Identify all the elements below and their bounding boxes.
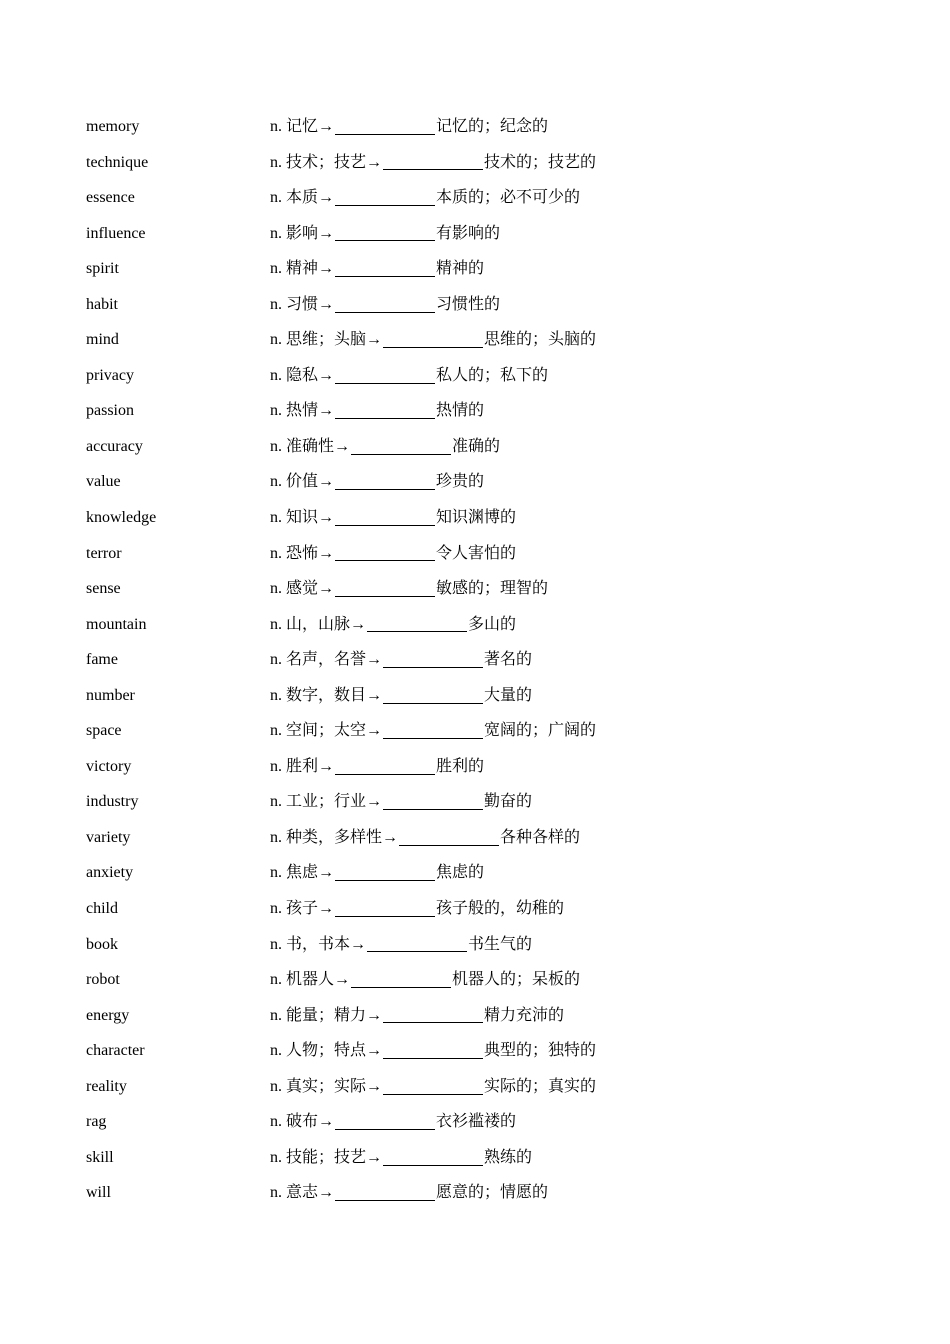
- vocab-row: [86, 109, 866, 145]
- target-meaning: 热情的: [436, 402, 485, 420]
- answer-blank[interactable]: [335, 417, 435, 419]
- target-meaning: 多山的: [468, 615, 517, 633]
- vocab-word: accuracy: [86, 437, 143, 455]
- arrow-icon: →: [318, 260, 335, 278]
- vocab-row: [86, 251, 866, 287]
- vocab-word: influence: [86, 224, 146, 242]
- target-meaning: 宽阔的；广阔的: [484, 722, 597, 740]
- target-meaning: 各种各样的: [500, 828, 581, 846]
- vocab-row: [86, 393, 866, 429]
- answer-blank[interactable]: [383, 702, 483, 704]
- answer-blank[interactable]: [383, 1164, 483, 1166]
- arrow-icon: →: [366, 793, 383, 811]
- answer-blank[interactable]: [335, 559, 435, 561]
- target-meaning: 准确的: [452, 437, 501, 455]
- vocab-row: [86, 713, 866, 749]
- answer-blank[interactable]: [351, 453, 451, 455]
- arrow-icon: →: [318, 366, 335, 384]
- answer-blank[interactable]: [383, 808, 483, 810]
- answer-blank[interactable]: [335, 382, 435, 384]
- vocab-word: robot: [86, 971, 120, 989]
- vocab-row: [86, 571, 866, 607]
- vocab-word: passion: [86, 402, 134, 420]
- definition: [270, 180, 580, 216]
- meaning: 准确性: [286, 437, 335, 455]
- part-of-speech: n.: [270, 473, 282, 491]
- vocab-word: industry: [86, 793, 139, 811]
- arrow-icon: →: [318, 473, 335, 491]
- vocab-word: reality: [86, 1077, 127, 1095]
- vocab-word: space: [86, 722, 122, 740]
- meaning: 胜利: [286, 757, 319, 775]
- vocab-word: memory: [86, 118, 140, 135]
- part-of-speech: n.: [270, 544, 282, 562]
- answer-blank[interactable]: [383, 346, 483, 348]
- part-of-speech: n.: [270, 828, 282, 846]
- answer-blank[interactable]: [335, 595, 435, 597]
- meaning: 真实；实际: [286, 1077, 367, 1095]
- part-of-speech: n.: [270, 580, 282, 598]
- answer-blank[interactable]: [335, 1128, 435, 1130]
- arrow-icon: →: [366, 722, 383, 740]
- part-of-speech: n.: [270, 1184, 282, 1202]
- arrow-icon: →: [366, 153, 383, 171]
- part-of-speech: n.: [270, 402, 282, 420]
- definition: [270, 1140, 532, 1176]
- definition: [270, 287, 500, 323]
- meaning: 工业；行业: [286, 793, 367, 811]
- part-of-speech: n.: [270, 971, 282, 989]
- vocab-word: victory: [86, 757, 132, 775]
- arrow-icon: →: [366, 331, 383, 349]
- target-meaning: 机器人的；呆板的: [452, 971, 581, 989]
- arrow-icon: →: [318, 189, 335, 207]
- target-meaning: 思维的；头脑的: [484, 331, 597, 349]
- vocab-row: [86, 287, 866, 323]
- arrow-icon: →: [318, 402, 335, 420]
- vocab-row: [86, 429, 866, 465]
- answer-blank[interactable]: [383, 1093, 483, 1095]
- vocab-word: book: [86, 935, 118, 953]
- meaning: 空间；太空: [286, 722, 367, 740]
- part-of-speech: n.: [270, 509, 282, 527]
- vocab-word: anxiety: [86, 864, 134, 882]
- meaning: 种类，多样性: [286, 828, 383, 846]
- target-meaning: 敏感的；理智的: [436, 580, 549, 598]
- definition: [270, 998, 564, 1034]
- target-meaning: 技术的；技艺的: [484, 153, 597, 171]
- vocab-word: character: [86, 1042, 145, 1060]
- answer-blank[interactable]: [367, 630, 467, 632]
- target-meaning: 书生气的: [468, 935, 533, 953]
- arrow-icon: →: [334, 971, 351, 989]
- vocab-row: [86, 145, 866, 181]
- meaning: 山，山脉: [286, 615, 351, 633]
- part-of-speech: n.: [270, 686, 282, 704]
- arrow-icon: →: [334, 437, 351, 455]
- definition: [270, 1175, 548, 1211]
- meaning: 精神: [286, 260, 319, 278]
- meaning: 孩子: [286, 900, 319, 918]
- arrow-icon: →: [318, 1113, 335, 1131]
- part-of-speech: n.: [270, 295, 282, 313]
- definition: [270, 927, 532, 963]
- definition: [270, 855, 484, 891]
- vocab-row: [86, 464, 866, 500]
- target-meaning: 胜利的: [436, 757, 485, 775]
- vocab-word: child: [86, 900, 118, 918]
- arrow-icon: →: [382, 828, 399, 846]
- meaning: 恐怖: [286, 544, 319, 562]
- arrow-icon: →: [366, 1006, 383, 1024]
- answer-blank[interactable]: [383, 168, 483, 170]
- vocab-row: [86, 500, 866, 536]
- arrow-icon: →: [366, 651, 383, 669]
- part-of-speech: n.: [270, 615, 282, 633]
- definition: [270, 216, 500, 252]
- target-meaning: 精力充沛的: [484, 1006, 565, 1024]
- definition: [270, 1069, 596, 1105]
- part-of-speech: n.: [270, 757, 282, 775]
- target-meaning: 大量的: [484, 686, 533, 704]
- answer-blank[interactable]: [335, 133, 435, 135]
- vocab-row: [86, 891, 866, 927]
- answer-blank[interactable]: [367, 950, 467, 952]
- answer-blank[interactable]: [383, 737, 483, 739]
- definition: [270, 429, 500, 465]
- vocab-row: [86, 216, 866, 252]
- answer-blank[interactable]: [335, 204, 435, 206]
- meaning: 书，书本: [286, 935, 351, 953]
- part-of-speech: n.: [270, 224, 282, 242]
- arrow-icon: →: [318, 544, 335, 562]
- definition: [270, 784, 532, 820]
- part-of-speech: n.: [270, 1042, 282, 1060]
- part-of-speech: n.: [270, 722, 282, 740]
- arrow-icon: →: [318, 900, 335, 918]
- vocab-row: [86, 998, 866, 1034]
- vocab-word: will: [86, 1184, 111, 1202]
- vocab-row: [86, 820, 866, 856]
- vocab-word: essence: [86, 189, 135, 207]
- target-meaning: 愿意的；情愿的: [436, 1184, 549, 1202]
- target-meaning: 著名的: [484, 651, 533, 669]
- meaning: 人物；特点: [286, 1042, 367, 1060]
- meaning: 机器人: [286, 971, 335, 989]
- target-meaning: 熟练的: [484, 1148, 533, 1166]
- arrow-icon: →: [318, 509, 335, 527]
- part-of-speech: n.: [270, 793, 282, 811]
- vocab-word: variety: [86, 828, 131, 846]
- vocab-row: [86, 855, 866, 891]
- definition: [270, 607, 516, 643]
- part-of-speech: n.: [270, 189, 282, 207]
- definition: [270, 1033, 596, 1069]
- arrow-icon: →: [366, 1077, 383, 1095]
- answer-blank[interactable]: [399, 844, 499, 846]
- vocab-word: privacy: [86, 366, 134, 384]
- part-of-speech: n.: [270, 1006, 282, 1024]
- vocab-word: value: [86, 473, 121, 491]
- definition: [270, 571, 548, 607]
- vocab-word: number: [86, 686, 135, 704]
- meaning: 名声，名誉: [286, 651, 367, 669]
- arrow-icon: →: [350, 935, 367, 953]
- vocab-row: [86, 1140, 866, 1176]
- answer-blank[interactable]: [335, 879, 435, 881]
- target-meaning: 衣衫褴褛的: [436, 1113, 517, 1131]
- arrow-icon: →: [318, 757, 335, 775]
- meaning: 记忆: [286, 118, 319, 135]
- arrow-icon: →: [350, 615, 367, 633]
- definition: [270, 322, 596, 358]
- meaning: 影响: [286, 224, 319, 242]
- meaning: 感觉: [286, 580, 319, 598]
- part-of-speech: n.: [270, 900, 282, 918]
- answer-blank[interactable]: [351, 986, 451, 988]
- vocab-row: [86, 1175, 866, 1211]
- vocab-word: sense: [86, 580, 121, 598]
- target-meaning: 焦虑的: [436, 864, 485, 882]
- vocab-row: [86, 536, 866, 572]
- answer-blank[interactable]: [383, 1057, 483, 1059]
- vocab-row: [86, 607, 866, 643]
- target-meaning: 私人的；私下的: [436, 366, 549, 384]
- vocab-row: [86, 642, 866, 678]
- part-of-speech: n.: [270, 1113, 282, 1131]
- definition: [270, 820, 580, 856]
- definition: [270, 678, 532, 714]
- target-meaning: 有影响的: [436, 224, 501, 242]
- part-of-speech: n.: [270, 935, 282, 953]
- definition: [270, 642, 532, 678]
- arrow-icon: →: [366, 686, 383, 704]
- vocab-row: [86, 180, 866, 216]
- definition: [270, 358, 548, 394]
- target-meaning: 勤奋的: [484, 793, 533, 811]
- vocab-row: [86, 1069, 866, 1105]
- arrow-icon: →: [366, 1148, 383, 1166]
- part-of-speech: n.: [270, 864, 282, 882]
- answer-blank[interactable]: [335, 239, 435, 241]
- arrow-icon: →: [318, 295, 335, 313]
- part-of-speech: n.: [270, 118, 282, 135]
- meaning: 焦虑: [286, 864, 319, 882]
- part-of-speech: n.: [270, 651, 282, 669]
- meaning: 知识: [286, 509, 319, 527]
- answer-blank[interactable]: [335, 524, 435, 526]
- vocab-row: [86, 1033, 866, 1069]
- vocab-row: [86, 927, 866, 963]
- meaning: 数字，数目: [286, 686, 367, 704]
- vocab-word: knowledge: [86, 509, 157, 527]
- answer-blank[interactable]: [335, 773, 435, 775]
- vocab-word: technique: [86, 153, 149, 171]
- part-of-speech: n.: [270, 437, 282, 455]
- target-meaning: 孩子般的，幼稚的: [436, 900, 565, 918]
- target-meaning: 典型的；独特的: [484, 1042, 597, 1060]
- part-of-speech: n.: [270, 331, 282, 349]
- vocab-row: [86, 962, 866, 998]
- answer-blank[interactable]: [335, 1199, 435, 1201]
- meaning: 习惯: [286, 295, 319, 313]
- answer-blank[interactable]: [335, 275, 435, 277]
- target-meaning: 珍贵的: [436, 473, 485, 491]
- target-meaning: 知识渊博的: [436, 509, 517, 527]
- answer-blank[interactable]: [335, 311, 435, 313]
- vocab-word: mountain: [86, 615, 147, 633]
- vocab-word: rag: [86, 1113, 107, 1131]
- part-of-speech: n.: [270, 153, 282, 171]
- answer-blank[interactable]: [335, 488, 435, 490]
- definition: [270, 536, 516, 572]
- meaning: 破布: [286, 1113, 319, 1131]
- answer-blank[interactable]: [383, 666, 483, 668]
- vocab-row: [86, 1104, 866, 1140]
- vocab-row: [86, 784, 866, 820]
- part-of-speech: n.: [270, 1077, 282, 1095]
- definition: [270, 500, 516, 536]
- definition: [270, 109, 548, 145]
- vocab-list: [86, 109, 866, 1211]
- vocab-word: fame: [86, 651, 118, 669]
- vocab-word: habit: [86, 295, 118, 313]
- meaning: 价值: [286, 473, 319, 491]
- target-meaning: 令人害怕的: [436, 544, 517, 562]
- meaning: 意志: [286, 1184, 319, 1202]
- meaning: 热情: [286, 402, 319, 420]
- definition: [270, 749, 484, 785]
- arrow-icon: →: [318, 1184, 335, 1202]
- definition: [270, 1104, 516, 1140]
- meaning: 本质: [286, 189, 319, 207]
- vocab-word: skill: [86, 1148, 114, 1166]
- meaning: 技能；技艺: [286, 1148, 367, 1166]
- definition: [270, 251, 484, 287]
- target-meaning: 精神的: [436, 260, 485, 278]
- vocab-row: [86, 322, 866, 358]
- vocab-word: spirit: [86, 260, 119, 278]
- definition: [270, 464, 484, 500]
- meaning: 思维；头脑: [286, 331, 367, 349]
- vocab-row: [86, 358, 866, 394]
- definition: [270, 713, 596, 749]
- meaning: 隐私: [286, 366, 319, 384]
- target-meaning: 本质的；必不可少的: [436, 189, 581, 207]
- meaning: 技术；技艺: [286, 153, 367, 171]
- vocab-word: terror: [86, 544, 122, 562]
- definition: [270, 891, 564, 927]
- vocab-row: [86, 749, 866, 785]
- definition: [270, 145, 596, 181]
- definition: [270, 393, 484, 429]
- target-meaning: 习惯性的: [436, 295, 501, 313]
- definition: [270, 962, 580, 998]
- arrow-icon: →: [318, 580, 335, 598]
- part-of-speech: n.: [270, 260, 282, 278]
- arrow-icon: →: [318, 864, 335, 882]
- part-of-speech: n.: [270, 1148, 282, 1166]
- meaning: 能量；精力: [286, 1006, 367, 1024]
- answer-blank[interactable]: [335, 915, 435, 917]
- vocab-row: [86, 678, 866, 714]
- target-meaning: 实际的；真实的: [484, 1077, 597, 1095]
- vocab-word: mind: [86, 331, 119, 349]
- target-meaning: 记忆的；纪念的: [436, 118, 549, 135]
- arrow-icon: →: [366, 1042, 383, 1060]
- vocab-word: energy: [86, 1006, 130, 1024]
- arrow-icon: →: [318, 118, 335, 135]
- arrow-icon: →: [318, 224, 335, 242]
- part-of-speech: n.: [270, 366, 282, 384]
- answer-blank[interactable]: [383, 1021, 483, 1023]
